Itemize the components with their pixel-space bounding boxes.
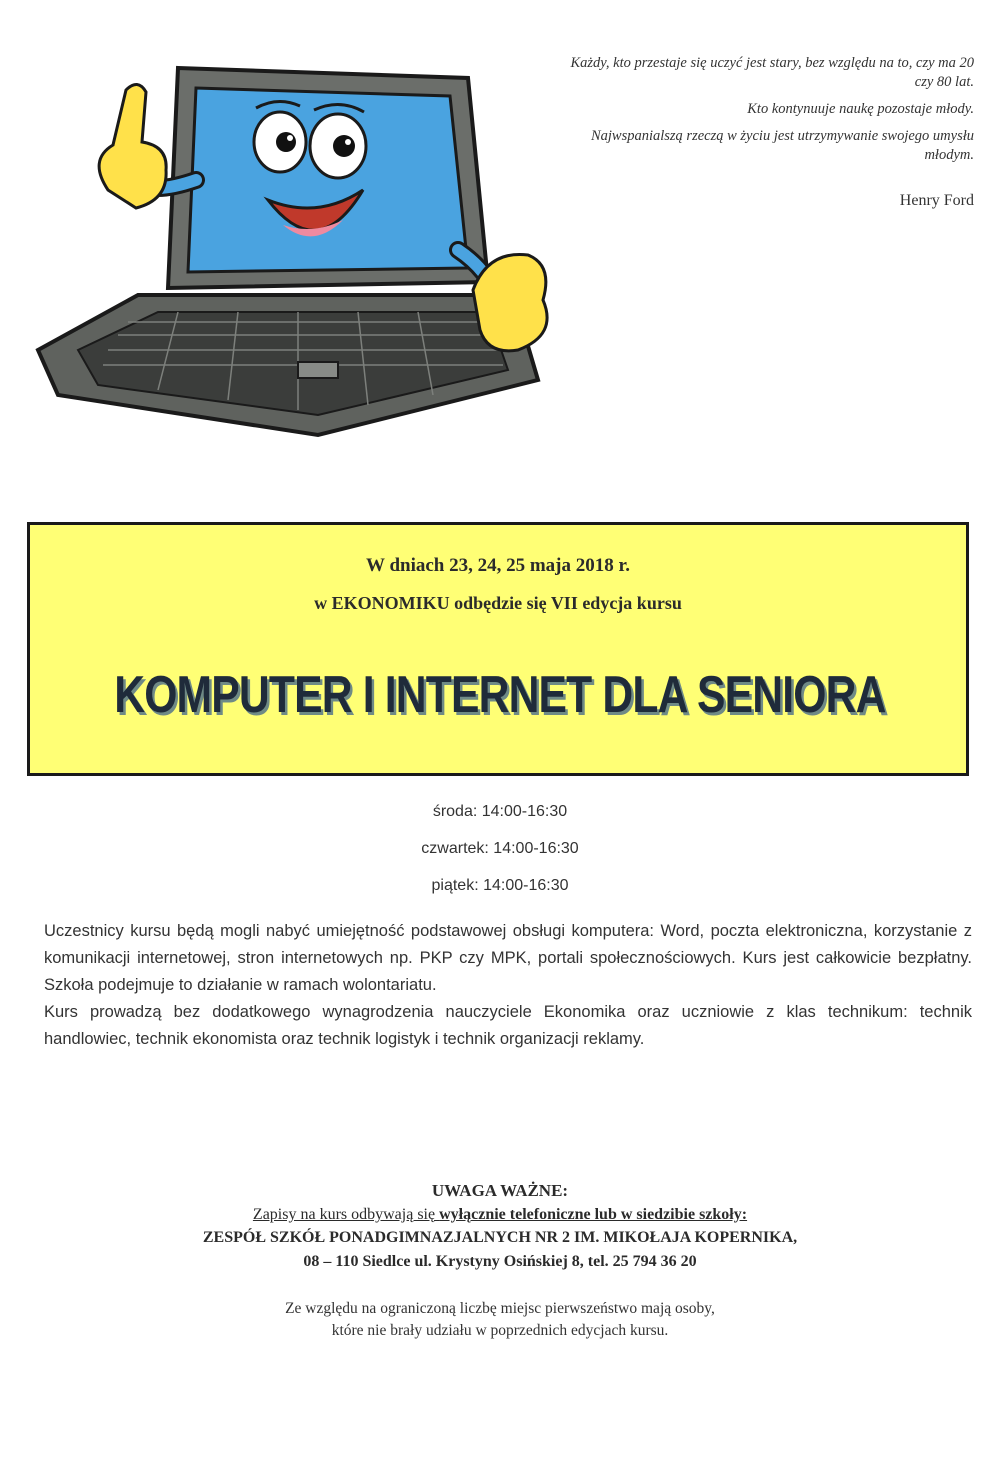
signup-info (0, 1204, 1000, 1226)
henry-ford-quote (554, 54, 974, 210)
schedule-item: piątek: 14:00-16:30 (431, 877, 569, 894)
course-edition: w EKONOMIKU odbędzie się VII edycja kursu (314, 593, 682, 613)
laptop-mascot-icon (18, 50, 558, 440)
schedule (0, 798, 1000, 909)
priority-note (0, 1298, 1000, 1342)
course-dates: W dniach 23, 24, 25 maja 2018 r. (366, 555, 630, 576)
quote-line: Każdy, kto przestaje się uczyć jest stary, bez względu na to, czy ma 20 czy 80 lat. (570, 55, 974, 90)
course-description (44, 918, 972, 1053)
school-address: 08 – 110 Siedlce ul. Krystyny Osińskiej 8, tel. 25 794 36 20 (303, 1253, 697, 1270)
priority-line: które nie brały udziału w poprzednich edycjach kursu. (331, 1322, 669, 1339)
quote-author: Henry Ford (899, 192, 974, 209)
signup-text: Zapisy na kurs odbywają się (252, 1206, 440, 1223)
schedule-item: czwartek: 14:00-16:30 (421, 840, 579, 857)
description-paragraph: Kurs prowadzą bez dodatkowego wynagrodzenia nauczyciele Ekonomika oraz uczniowie z klas technikum: technik handlowiec, technik ekonomista oraz technik logistyk i technik organizacji reklamy. (44, 1003, 972, 1048)
course-banner (27, 522, 969, 776)
schedule-item: środa: 14:00-16:30 (432, 803, 568, 820)
quote-line: Kto kontynuuje naukę pozostaje młody. (747, 101, 974, 117)
school-name: ZESPÓŁ SZKÓŁ PONADGIMNAZJALNYCH NR 2 IM. MIKOŁAJA KOPERNIKA, (202, 1229, 798, 1246)
description-paragraph: Uczestnicy kursu będą mogli nabyć umiejętność podstawowej obsługi komputera: Word, poczta elektroniczna, korzystanie z komunikacji internetowej, stron internetowych np. PKP czy MPK, portali społecznościowych. Kurs jest całkowicie bezpłatny. Szkoła podejmuje to działanie w ramach wolontariatu. (44, 922, 972, 994)
course-title: KOMPUTER I INTERNET DLA SENIORA (114, 666, 886, 724)
important-notice (0, 1178, 1000, 1274)
signup-method: wyłącznie telefoniczne lub w siedzibie szkoły: (439, 1206, 748, 1223)
quote-line: Najwspanialszą rzeczą w życiu jest utrzymywanie swojego umysłu młodym. (590, 128, 974, 163)
priority-line: Ze względu na ograniczoną liczbę miejsc pierwszeństwo mają osoby, (285, 1300, 715, 1317)
notice-heading: UWAGA WAŻNE: (431, 1181, 569, 1200)
